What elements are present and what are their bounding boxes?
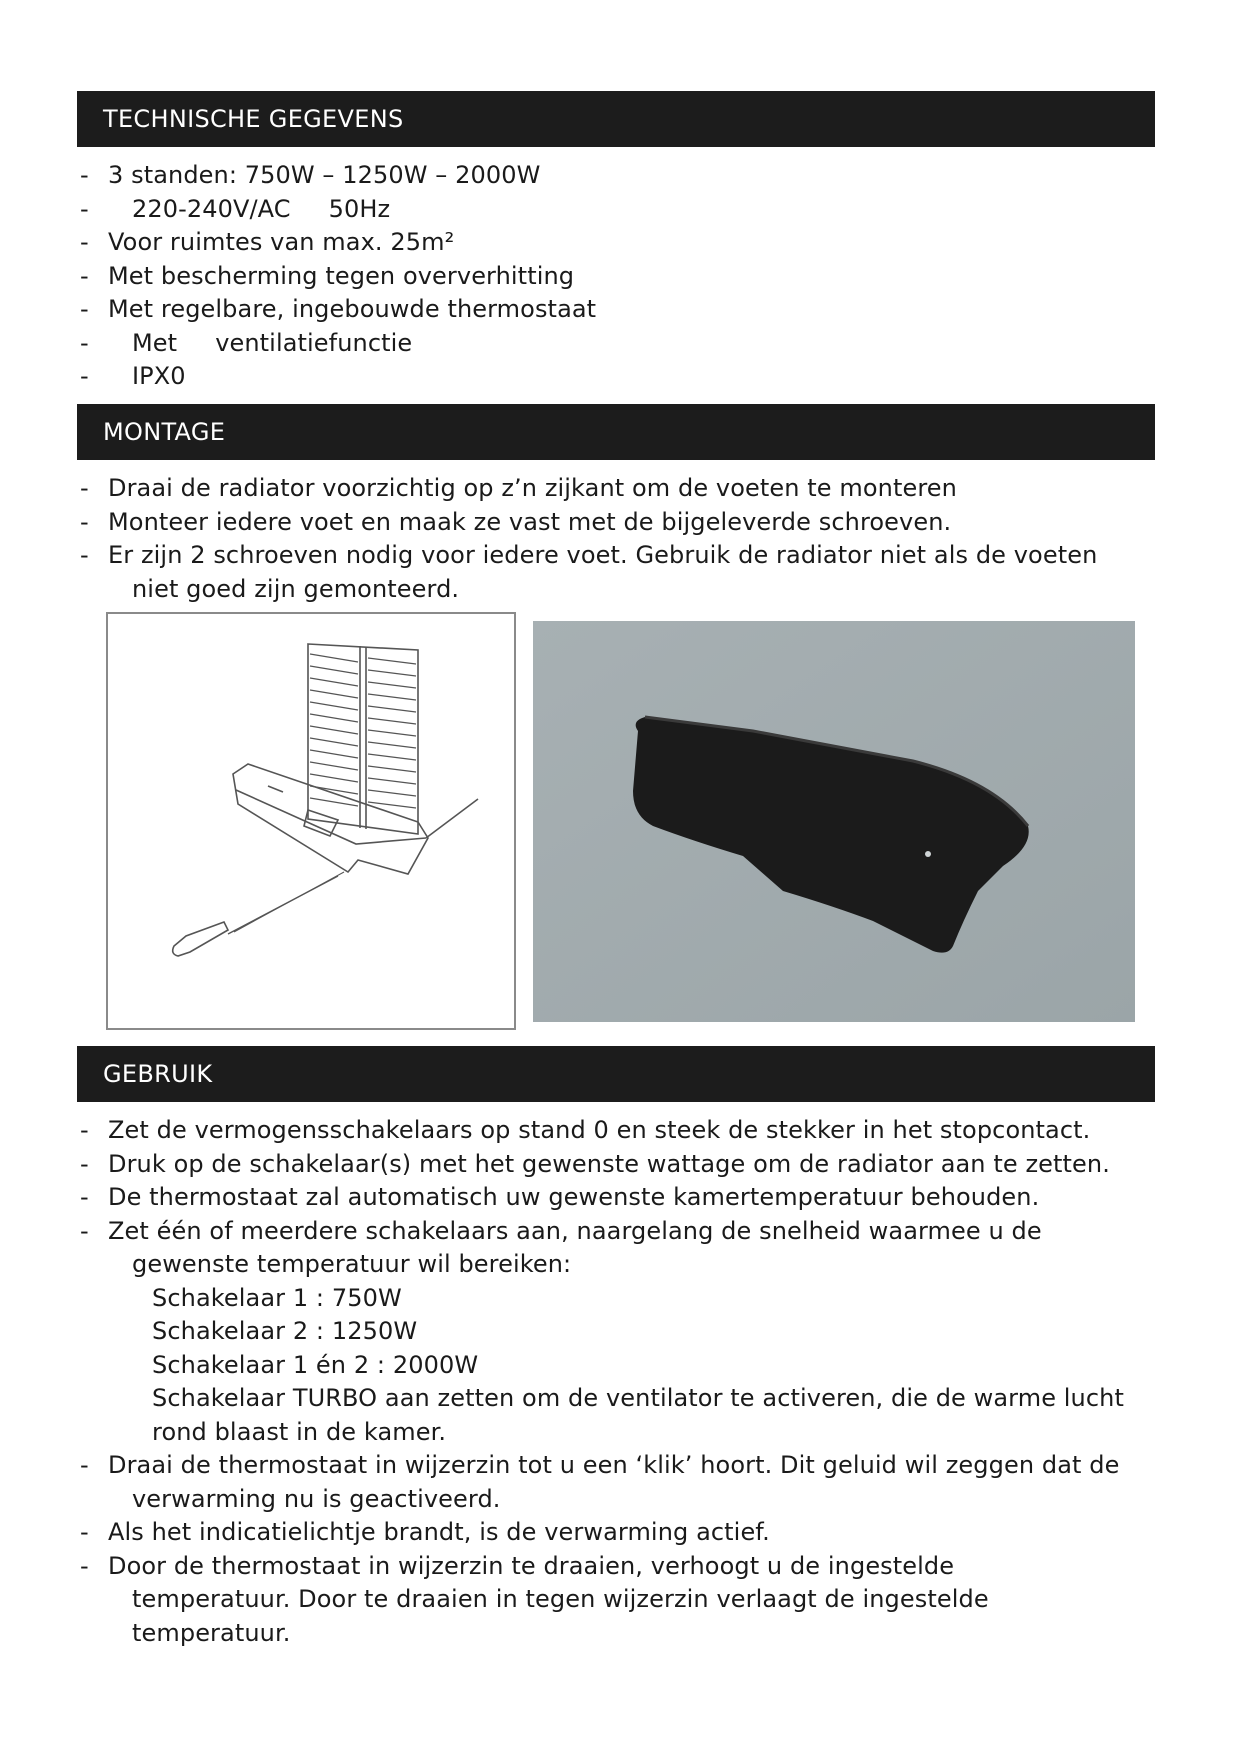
bullet-dash: - — [80, 507, 89, 536]
assembly-diagram — [106, 612, 516, 1030]
bullet-dash: - — [80, 228, 89, 256]
bullet-dash: - — [80, 1216, 89, 1245]
bullet-dash: - — [80, 161, 89, 189]
list-item: - Druk op de schakelaar(s) met het gewenste wattage om de radiator aan te zetten. — [80, 1148, 1170, 1182]
technical-list — [80, 159, 1170, 394]
section-header-montage: MONTAGE — [77, 404, 1155, 460]
bullet-dash: - — [80, 1551, 89, 1580]
bullet-dash: - — [80, 1183, 89, 1211]
list-item: - Zet één of meerdere schakelaars aan, naargelang de snelheid waarmee u de gewenste temperatuur wil bereiken: Schakelaar 1 : 750W Schakelaar 2 : 1250W Schakelaar 1 én 2 : 2000W Schakelaar TURBO aan zetten om de ventilator te activeren, die de warme lucht rond blaast in de kamer. — [80, 1216, 1124, 1446]
list-item: - Monteer iedere voet en maak ze vast met de bijgeleverde schroeven. — [80, 506, 1170, 540]
list-item: - Met regelbare, ingebouwde thermostaat — [80, 293, 1170, 327]
bullet-dash: - — [80, 1149, 89, 1178]
section-header-gebruik: GEBRUIK — [77, 1046, 1155, 1102]
list-item: - 220-240V/AC 50Hz — [80, 193, 1170, 227]
bullet-dash: - — [80, 541, 89, 569]
list-item: - Als het indicatielichtje brandt, is de verwarming actief. — [80, 1516, 1170, 1550]
montage-list — [80, 472, 1170, 606]
list-item: - De thermostaat zal automatisch uw gewenste kamertemperatuur behouden. — [80, 1181, 1170, 1215]
bullet-dash: - — [80, 328, 89, 357]
list-item: - Door de thermostaat in wijzerzin te draaien, verhoogt u de ingestelde temperatuur. Door te draaien in tegen wijzerzin verlaagt de ingestelde temperatuur. — [80, 1551, 989, 1647]
list-item: - Er zijn 2 schroeven nodig voor iedere voet. Gebruik de radiator niet als de voeten niet goed zijn gemonteerd. — [80, 541, 1098, 603]
bullet-dash: - — [80, 1116, 89, 1144]
radiator-foot-photo — [533, 621, 1135, 1022]
radiator-foot-diagram — [108, 614, 514, 1028]
list-item: - Draai de radiator voorzichtig op z’n zijkant om de voeten te monteren — [80, 472, 1170, 506]
bullet-dash: - — [80, 295, 89, 323]
list-item: - IPX0 — [80, 360, 1170, 394]
list-item: - Draai de thermostaat in wijzerzin tot u een ‘klik’ hoort. Dit geluid wil zeggen dat de verwarming nu is geactiveerd. — [80, 1451, 1120, 1513]
section-header-technical: TECHNISCHE GEGEVENS — [77, 91, 1155, 147]
list-item: - 3 standen: 750W – 1250W – 2000W — [80, 159, 1170, 193]
bullet-dash: - — [80, 1518, 89, 1546]
list-item: - Voor ruimtes van max. 25m² — [80, 226, 1170, 260]
list-item: - Met ventilatiefunctie — [80, 327, 1170, 361]
gebruik-list — [80, 1114, 1170, 1650]
list-item: - Zet de vermogensschakelaars op stand 0 en steek de stekker in het stopcontact. — [80, 1114, 1170, 1148]
bullet-dash: - — [80, 362, 89, 390]
bullet-dash: - — [80, 194, 89, 223]
black-foot-image — [533, 621, 1135, 1022]
bullet-dash: - — [80, 1451, 89, 1479]
bullet-dash: - — [80, 261, 89, 290]
list-item: - Met bescherming tegen oververhitting — [80, 260, 1170, 294]
bullet-dash: - — [80, 474, 89, 502]
